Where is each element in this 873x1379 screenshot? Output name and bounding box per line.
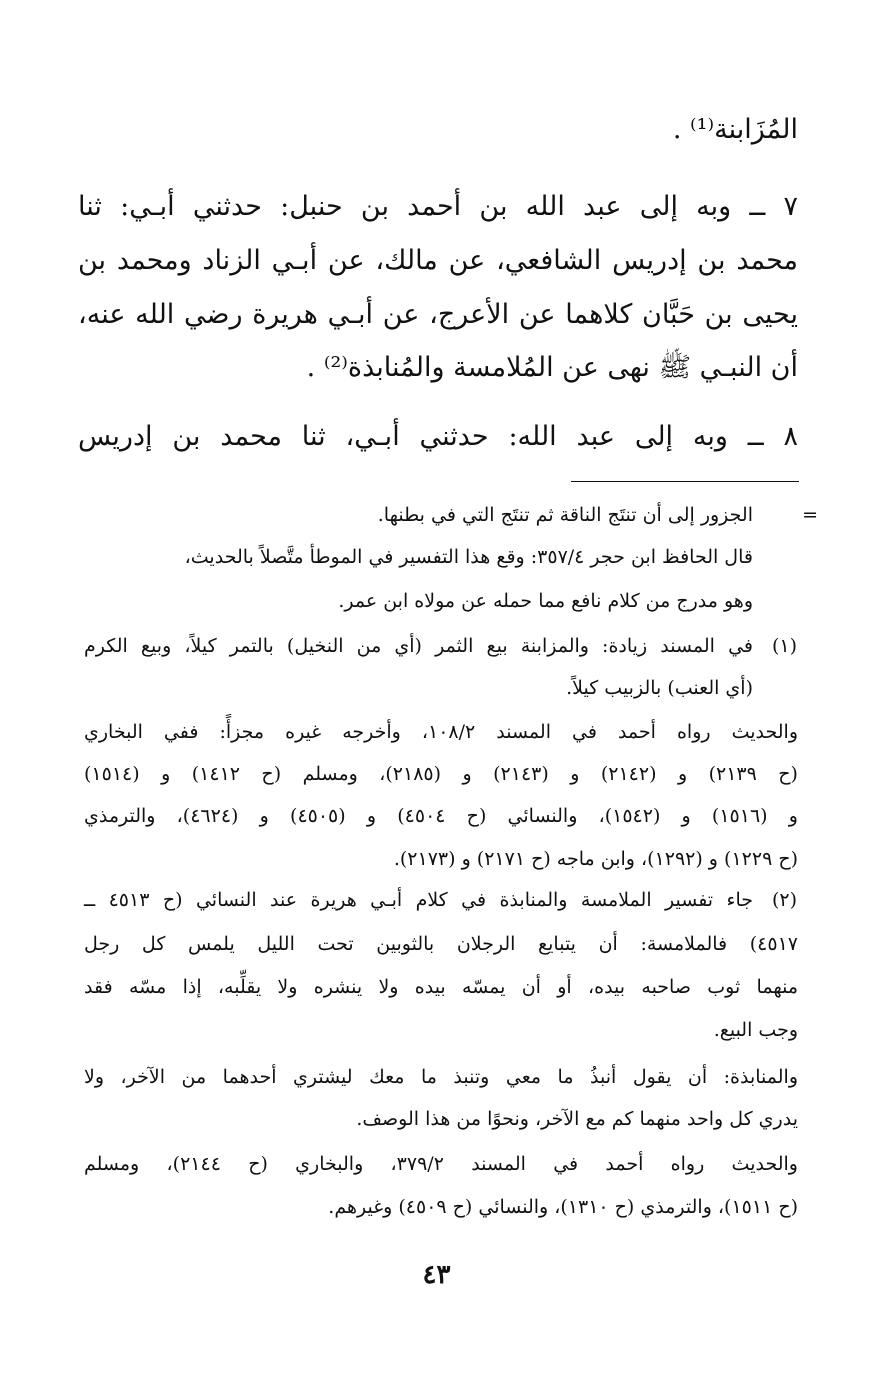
footnote-1-number: (١) bbox=[771, 635, 797, 657]
footnote-1-line: والحديث رواه أحمد في المسند ١٠٨/٢، وأخرجه غيره مجزأً: ففي البخاري bbox=[84, 721, 798, 743]
footnote-2-number: (٢) bbox=[771, 889, 797, 911]
footnote-continuation-line: قال الحافظ ابن حجر ٣٥٧/٤: وقع هذا التفسير في الموطأ متَّصلاً بالحديث، bbox=[184, 546, 753, 568]
footnote-2-line: يدري كل واحد منهما كم مع الآخر، ونحوًا من هذا الوصف. bbox=[356, 1108, 798, 1130]
hadith-7-line: يحيى بن حَبَّان كلاهما عن الأعرج، عن أبـي هريرة رضي الله عنه، bbox=[78, 299, 798, 330]
footnote-continuation-line: الجزور إلى أن تنتَج الناقة ثم تنتَج التي في بطنها. bbox=[377, 504, 753, 526]
footnote-1-line: (ح ٢١٣٩) و (٢١٤٢) و (٢١٤٣) و (٢١٨٥)، ومسلم (ح ١٤١٢) و (١٥١٤) bbox=[84, 763, 798, 785]
footnote-2-line: (ح ١٥١١)، والترمذي (ح ١٣١٠)، والنسائي (ح ٤٥٠٩) وغيرهم. bbox=[328, 1196, 798, 1218]
footnote-1-line: (أي العنب) بالزبيب كيلاً. bbox=[566, 677, 753, 699]
hadith-7-line: محمد بن إدريس الشافعي، عن مالك، عن أبـي الزناد ومحمد بن bbox=[78, 245, 798, 276]
footnote-2-line: جاء تفسير الملامسة والمنابذة في كلام أبـي هريرة عند النسائي (ح ٤٥١٣ ــ bbox=[84, 889, 753, 911]
footnote-separator bbox=[571, 481, 799, 482]
hadith-7-line: ٧ ــ وبه إلى عبد الله بن أحمد بن حنبل: حدثني أبـي: ثنا bbox=[78, 191, 798, 222]
footnote-2-line: والحديث رواه أحمد في المسند ٣٧٩/٢، والبخاري (ح ٢١٤٤)، ومسلم bbox=[84, 1153, 798, 1175]
hadith-7-line: أن النبـي ﷺ نهى عن المُلامسة والمُنابذة⁽²⁾ . bbox=[306, 352, 798, 383]
footnote-continuation-line: وهو مدرج من كلام نافع مما حمله عن مولاه ابن عمر. bbox=[338, 590, 753, 612]
hadith-8-line: ٨ ــ وبه إلى عبد الله: حدثني أبـي، ثنا محمد بن إدريس bbox=[78, 421, 798, 452]
footnote-1-line: (ح ١٢٢٩) و (١٢٩٢)، وابن ماجه (ح ٢١٧١) و (٢١٧٣). bbox=[393, 848, 798, 870]
footnote-2-line: منهما ثوب صاحبه بيده، أو أن يمسّه بيده ولا ينشره ولا يقلِّبه، إذا مسّه فقد bbox=[84, 976, 798, 998]
footnote-1-line: في المسند زيادة: والمزابنة بيع الثمر (أي من النخيل) بالتمر كيلاً، وبيع الكرم bbox=[84, 635, 753, 657]
footnote-2-line: وجب البيع. bbox=[713, 1019, 798, 1041]
footnote-2-line: ٤٥١٧) فالملامسة: أن يتبايع الرجلان بالثوبين تحت الليل يلمس كل رجل bbox=[84, 933, 798, 955]
page-number: ٤٣ bbox=[422, 1260, 451, 1290]
main-text-line: المُزَابنة⁽¹⁾ . bbox=[672, 114, 798, 145]
continuation-mark: = bbox=[802, 504, 818, 526]
footnote-1-line: و (١٥١٦) و (١٥٤٢)، والنسائي (ح ٤٥٠٤) و (٤٥٠٥) و (٤٦٢٤)، والترمذي bbox=[84, 805, 798, 827]
footnote-2-line: والمنابذة: أن يقول أنبذُ ما معي وتنبذ ما معك ليشتري أحدهما من الآخر، ولا bbox=[84, 1066, 798, 1088]
